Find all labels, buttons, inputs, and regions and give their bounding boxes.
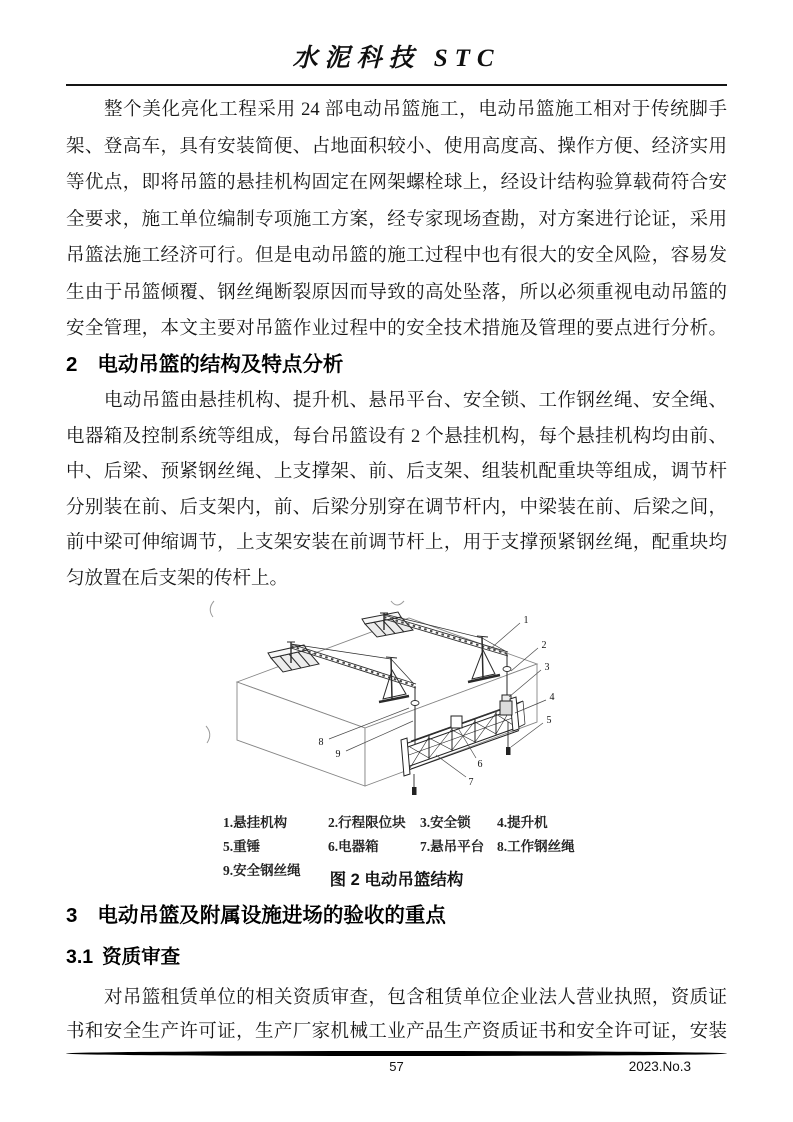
section-heading-2 bbox=[66, 347, 343, 377]
heading-number: 3.1 bbox=[66, 946, 94, 968]
heading-number: 2 bbox=[66, 353, 78, 376]
hoist-block bbox=[500, 701, 512, 715]
journal-header: 水泥科技 STC bbox=[292, 45, 501, 72]
text-line: 生由于吊篮倾覆、钢丝绳断裂原因而导致的高处坠落，所以必须重视电动吊篮的 bbox=[66, 282, 727, 303]
callout-9: 9 bbox=[335, 749, 341, 760]
heading-number: 3 bbox=[66, 904, 78, 927]
callout-3: 3 bbox=[544, 662, 550, 673]
legend-item: 9.安全钢丝绳 bbox=[223, 863, 301, 878]
text-line: 分别装在前、后支架内，前、后梁分别穿在调节杆内，中梁装在前、后梁之间， bbox=[66, 497, 727, 518]
legend-item: 2.行程限位块 bbox=[328, 815, 406, 830]
callout-6: 6 bbox=[477, 759, 483, 770]
section-heading-3 bbox=[66, 898, 446, 928]
callout-4: 4 bbox=[549, 692, 555, 703]
text-line: 匀放置在后支架的传杆上。 bbox=[66, 568, 289, 589]
text-line: 整个美化亮化工程采用 24 部电动吊篮施工，电动吊篮施工相对于传统脚手 bbox=[104, 100, 727, 120]
text-line: 安全管理，本文主要对吊篮作业过程中的安全技术措施及管理的要点进行分析。 bbox=[66, 319, 727, 339]
figure-hanging-basket bbox=[205, 598, 600, 883]
legend-item: 4.提升机 bbox=[497, 815, 548, 830]
callout-7: 7 bbox=[468, 777, 474, 788]
text-line: 书和安全生产许可证，生产厂家机械工业产品生产资质证书和安全许可证，安装 bbox=[66, 1022, 727, 1042]
hanging-basket-diagram bbox=[205, 598, 600, 803]
paragraph-qualification bbox=[66, 981, 727, 1049]
figure-caption: 图 2 电动吊篮结构 bbox=[329, 871, 464, 889]
callout-2: 2 bbox=[541, 640, 547, 651]
callout-5: 5 bbox=[546, 715, 552, 726]
legend-item: 3.安全锁 bbox=[420, 815, 471, 830]
paragraph-structure bbox=[66, 384, 727, 597]
text-line: 等优点，即将吊篮的悬挂机构固定在网架螺栓球上，经设计结构验算载荷符合安 bbox=[66, 173, 727, 193]
text-line: 前中梁可伸缩调节，上支架安装在前调节杆上，用于支撑预紧钢丝绳，配重块均 bbox=[66, 533, 727, 553]
callout-1: 1 bbox=[523, 615, 529, 626]
text-line: 中、后梁、预紧钢丝绳、上支撑架、前、后支架、组装机配重块等组成，调节杆 bbox=[66, 462, 727, 482]
paragraph-intro bbox=[66, 92, 727, 348]
legend-item: 7.悬吊平台 bbox=[420, 839, 485, 854]
callout-8: 8 bbox=[318, 737, 324, 748]
issue-number: 2023.No.3 bbox=[628, 1059, 691, 1074]
text-line: 全要求，施工单位编制专项施工方案，经专家现场查勘，对方案进行论证，采用 bbox=[66, 209, 727, 230]
electric-box-block bbox=[451, 716, 462, 728]
heading-title: 电动吊篮的结构及特点分析 bbox=[97, 353, 344, 376]
legend-item: 5.重锤 bbox=[223, 839, 261, 854]
legend-item: 8.工作钢丝绳 bbox=[497, 839, 575, 854]
text-line: 对吊篮租赁单位的相关资质审查，包含租赁单位企业法人营业执照，资质证 bbox=[104, 988, 727, 1008]
text-line: 电动吊篮由悬挂机构、提升机、悬吊平台、安全锁、工作钢丝绳、安全绳、 bbox=[104, 391, 727, 411]
heading-title: 电动吊篮及附属设施进场的验收的重点 bbox=[97, 904, 446, 927]
header-rule bbox=[66, 84, 727, 86]
legend-item: 1.悬挂机构 bbox=[223, 815, 288, 830]
page-number: 57 bbox=[389, 1059, 404, 1074]
section-heading-3-1 bbox=[66, 941, 180, 969]
text-line: 电器箱及控制系统等组成，每台吊篮设有 2 个悬挂机构，每个悬挂机构均由前、 bbox=[66, 426, 727, 447]
footer-rule bbox=[66, 1051, 727, 1056]
text-line: 吊篮法施工经济可行。但是电动吊篮的施工过程中也有很大的安全风险，容易发 bbox=[66, 246, 727, 266]
text-line: 架、登高车，具有安装简便、占地面积较小、使用高度高、操作方便、经济实用 bbox=[66, 136, 727, 157]
legend-item: 6.电器箱 bbox=[328, 839, 379, 854]
heading-title: 资质审查 bbox=[102, 946, 181, 968]
